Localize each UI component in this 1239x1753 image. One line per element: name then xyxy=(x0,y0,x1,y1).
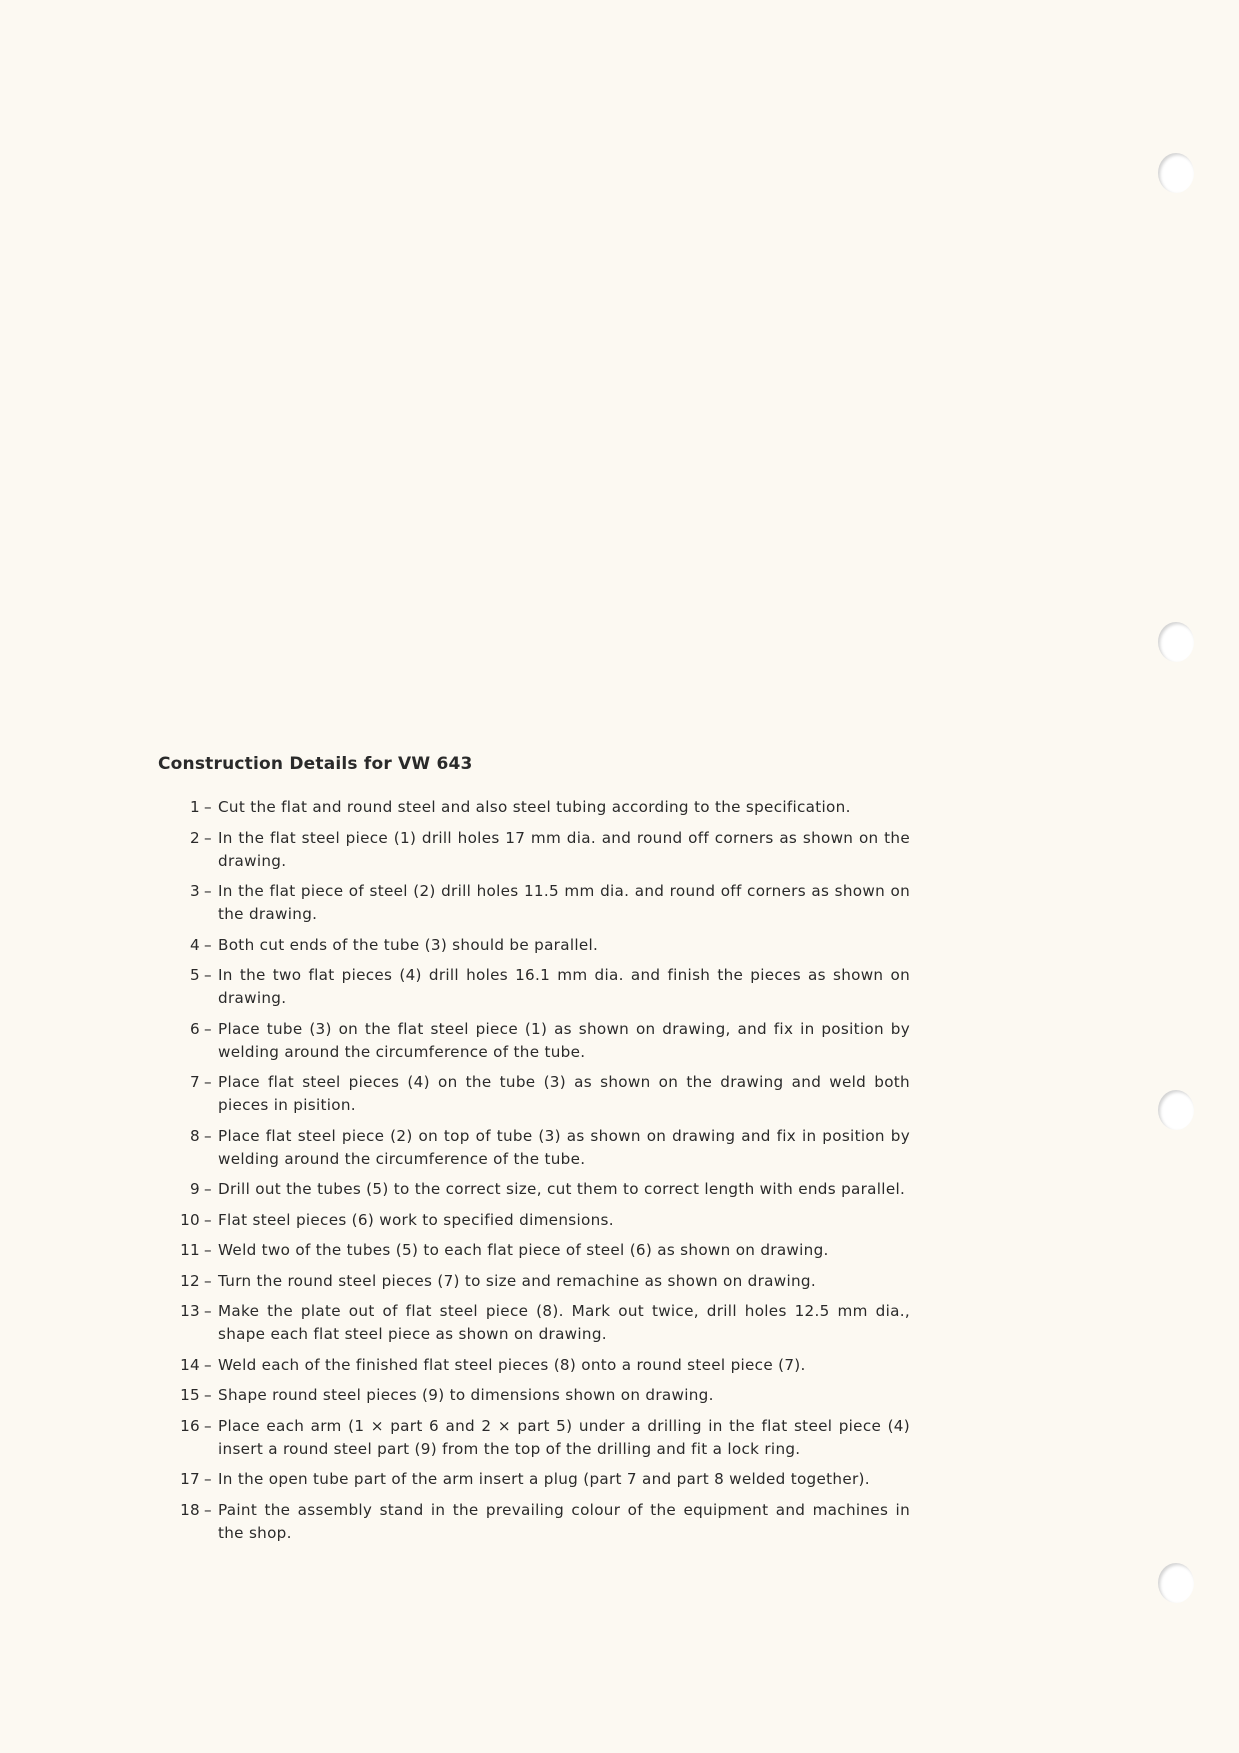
step-number: 17 xyxy=(180,1470,200,1488)
steps-list xyxy=(158,796,910,1545)
step-number: 10 xyxy=(180,1210,200,1229)
step-item xyxy=(158,1300,910,1346)
step-text: Cut the flat and round steel and also steel tubing according to the specification. xyxy=(218,798,851,816)
punch-hole xyxy=(1158,153,1194,193)
step-text: Both cut ends of the tube (3) should be parallel. xyxy=(218,935,599,954)
step-dash: – xyxy=(204,1180,212,1198)
step-dash: – xyxy=(204,1355,212,1374)
step-item xyxy=(158,1125,910,1171)
step-text: Turn the round steel pieces (7) to size and remachine as shown on drawing. xyxy=(218,1271,817,1290)
step-number: 9 xyxy=(190,1180,200,1198)
step-number: 11 xyxy=(180,1241,200,1259)
construction-details xyxy=(158,750,910,1552)
step-number: 4 xyxy=(190,935,200,954)
step-dash: – xyxy=(204,1126,212,1145)
step-dash: – xyxy=(204,1416,212,1435)
step-number: 5 xyxy=(190,966,200,984)
step-dash: – xyxy=(204,1210,212,1229)
step-dash: – xyxy=(204,828,212,847)
step-text: Drill out the tubes (5) to the correct size, cut them to correct length with ends parallel. xyxy=(218,1180,906,1198)
step-item xyxy=(158,1270,910,1293)
step-number: 1 xyxy=(190,798,200,816)
step-item xyxy=(158,1178,910,1201)
step-number: 14 xyxy=(180,1355,200,1374)
step-text: Weld each of the finished flat steel pieces (8) onto a round steel piece (7). xyxy=(218,1355,806,1374)
step-number: 3 xyxy=(190,882,200,900)
step-item xyxy=(158,1209,910,1232)
step-text: In the two flat pieces (4) drill holes 16.1 mm dia. and finish the pieces as shown on drawing. xyxy=(218,966,910,1007)
document-title: Construction Details for VW 643 xyxy=(158,754,473,774)
step-number: 12 xyxy=(180,1271,200,1290)
step-item xyxy=(158,1499,910,1545)
step-dash: – xyxy=(204,1271,212,1290)
step-item xyxy=(158,964,910,1010)
step-dash: – xyxy=(204,1302,212,1320)
step-item xyxy=(158,1415,910,1461)
step-item xyxy=(158,796,910,819)
step-dash: – xyxy=(204,798,212,816)
step-dash: – xyxy=(204,935,212,954)
step-text: Paint the assembly stand in the prevailing colour of the equipment and machines in the shop. xyxy=(218,1500,910,1542)
step-item xyxy=(158,1468,910,1491)
step-item xyxy=(158,1018,910,1064)
step-number: 7 xyxy=(190,1073,200,1091)
step-text: Shape round steel pieces (9) to dimensions shown on drawing. xyxy=(218,1386,714,1404)
step-dash: – xyxy=(204,1386,212,1404)
step-dash: – xyxy=(204,882,212,900)
punch-hole xyxy=(1158,1563,1194,1603)
step-dash: – xyxy=(204,1241,212,1259)
step-number: 13 xyxy=(180,1302,200,1320)
punch-hole xyxy=(1158,1090,1194,1130)
step-text: Place tube (3) on the flat steel piece (1) as shown on drawing, and fix in position by welding around the circumference of the tube. xyxy=(218,1019,910,1061)
step-text: Place flat steel piece (2) on top of tube (3) as shown on drawing and fix in position by welding around the circumference of the tube. xyxy=(218,1126,910,1168)
step-dash: – xyxy=(204,966,212,984)
step-text: In the flat steel piece (1) drill holes 17 mm dia. and round off corners as shown on the drawing. xyxy=(218,828,910,870)
step-item xyxy=(158,1239,910,1262)
step-number: 16 xyxy=(180,1416,200,1435)
step-number: 2 xyxy=(190,828,200,847)
step-number: 6 xyxy=(190,1019,200,1038)
step-item xyxy=(158,1354,910,1377)
step-text: Make the plate out of flat steel piece (8). Mark out twice, drill holes 12.5 mm dia., shape each flat steel piece as shown on drawing. xyxy=(218,1302,910,1343)
step-number: 8 xyxy=(190,1126,200,1145)
step-text: Flat steel pieces (6) work to specified dimensions. xyxy=(218,1210,614,1229)
step-dash: – xyxy=(204,1019,212,1038)
step-number: 15 xyxy=(180,1386,200,1404)
punch-hole xyxy=(1158,622,1194,662)
step-dash: – xyxy=(204,1500,212,1519)
step-item xyxy=(158,1384,910,1407)
step-number: 18 xyxy=(180,1500,200,1519)
step-text: Place flat steel pieces (4) on the tube (3) as shown on the drawing and weld both pieces in pisition. xyxy=(218,1073,910,1114)
step-dash: – xyxy=(204,1073,212,1091)
step-item xyxy=(158,934,910,957)
step-item xyxy=(158,880,910,926)
step-item xyxy=(158,827,910,873)
step-text: Weld two of the tubes (5) to each flat piece of steel (6) as shown on drawing. xyxy=(218,1241,829,1259)
step-text: Place each arm (1 × part 6 and 2 × part 5) under a drilling in the flat steel piece (4) insert a round steel part (9) from the top of the drilling and fit a lock ring. xyxy=(218,1416,910,1458)
step-dash: – xyxy=(204,1470,212,1488)
step-item xyxy=(158,1071,910,1117)
step-text: In the flat piece of steel (2) drill holes 11.5 mm dia. and round off corners as shown on the drawing. xyxy=(218,882,910,923)
step-text: In the open tube part of the arm insert a plug (part 7 and part 8 welded together). xyxy=(218,1470,870,1488)
